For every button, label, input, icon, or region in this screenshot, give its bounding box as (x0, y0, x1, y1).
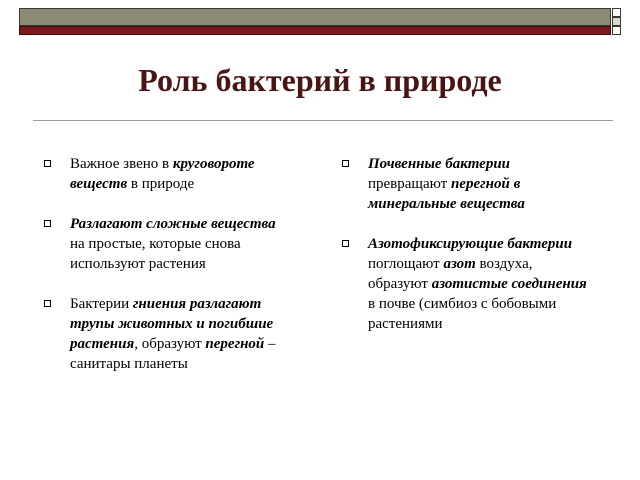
text-run-emphasis: азот (443, 256, 476, 272)
bullet-item (44, 294, 294, 374)
bullet-item (44, 214, 294, 274)
square-bullet-icon (44, 220, 51, 227)
text-run-emphasis: азотистые соединения (431, 276, 587, 292)
text-run: поглощают (368, 256, 444, 272)
top-decor-stripe (19, 26, 611, 35)
bullet-text (368, 156, 525, 212)
slide-title: Роль бактерий в природе (138, 62, 502, 98)
corner-decor-square (612, 17, 621, 26)
corner-decor-square (612, 26, 621, 35)
bullet-item (44, 154, 294, 194)
title-divider (33, 120, 613, 121)
text-run: превращают (368, 176, 451, 192)
text-run: , образуют (134, 336, 206, 352)
bullet-text (70, 216, 276, 272)
text-run: на простые, которые снова используют растения (70, 236, 241, 272)
bullet-item (342, 154, 592, 214)
square-bullet-icon (342, 240, 349, 247)
bullet-text (368, 236, 587, 332)
left-column (44, 154, 294, 394)
text-run-emphasis: Азотофиксирующие бактерии (368, 236, 573, 252)
corner-decor-square (612, 8, 621, 17)
text-run-emphasis: Почвенные бактерии (368, 156, 511, 172)
text-run: – санитары планеты (70, 336, 276, 372)
square-bullet-icon (342, 160, 349, 167)
bullet-item (342, 234, 592, 334)
text-run: воздуха, образуют (368, 256, 533, 292)
square-bullet-icon (44, 300, 51, 307)
text-run-emphasis: перегной (205, 336, 265, 352)
text-run-emphasis: круговороте веществ (70, 156, 255, 192)
text-run-emphasis: Разлагают сложные вещества (70, 216, 276, 232)
text-run: в природе (127, 176, 195, 192)
square-bullet-icon (44, 160, 51, 167)
bullet-text (70, 156, 255, 192)
text-run-emphasis: перегной в минеральные вещества (368, 176, 525, 212)
right-column (342, 154, 592, 354)
top-decor-bar (19, 8, 611, 26)
text-run: Бактерии (70, 296, 133, 312)
text-run-emphasis: гниения разлагают трупы животных и погибшие растения (70, 296, 274, 352)
text-run: Важное звено в (70, 156, 173, 172)
bullet-text (70, 296, 276, 372)
text-run: в почве (симбиоз с бобовыми растениями (368, 296, 557, 332)
